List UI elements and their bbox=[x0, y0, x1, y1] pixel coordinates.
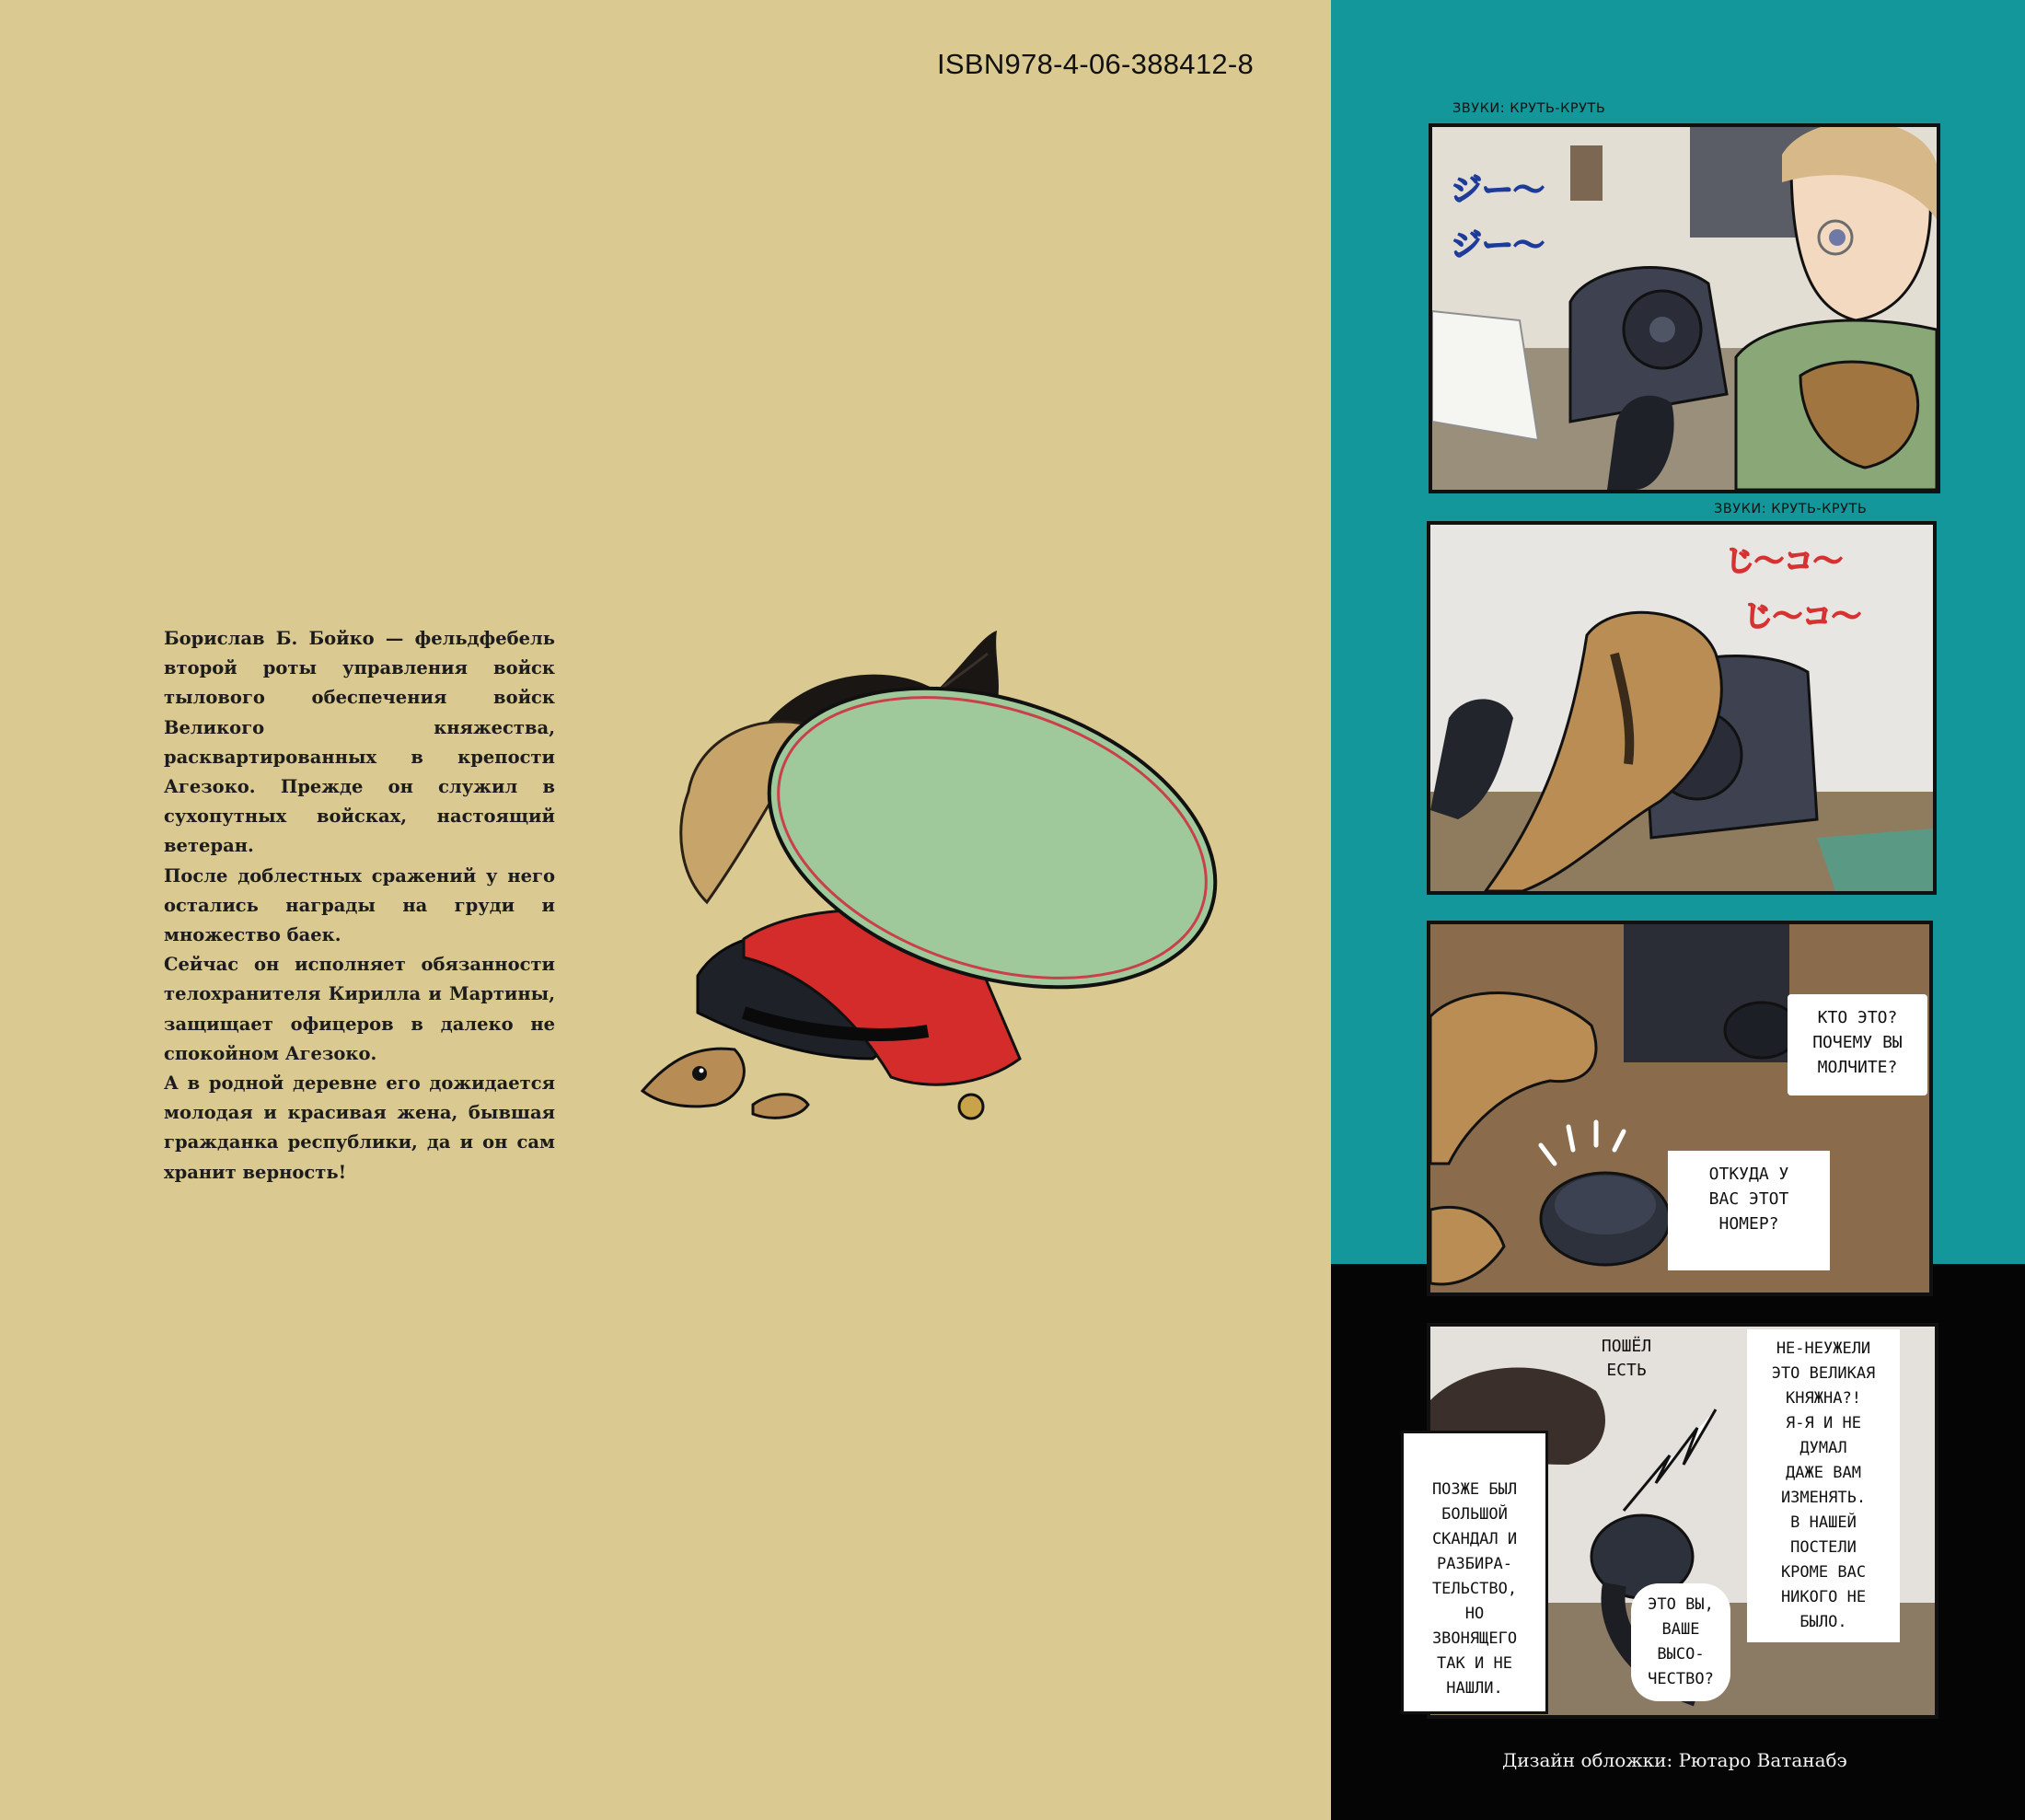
bubble-line: ВАС ЭТОТ bbox=[1708, 1189, 1789, 1209]
speech-bubble-grand-duchess bbox=[1747, 1329, 1900, 1642]
bubble-line: БЫЛО. bbox=[1799, 1613, 1847, 1631]
caption-line: НАШЛИ. bbox=[1446, 1679, 1503, 1698]
caption-line: РАЗБИРА- bbox=[1437, 1555, 1512, 1573]
bio-paragraph-3: Сейчас он исполняет обязанности телохранителя Кирилла и Мартины, защищает офицеров в далеко не спокойном Агезоко. bbox=[164, 954, 555, 1064]
cover-design-credit: Дизайн обложки: Рютаро Ватанабэ bbox=[1502, 1749, 1847, 1771]
ferret-cap-illustration bbox=[633, 626, 1241, 1142]
bubble-line: ИЗМЕНЯТЬ. bbox=[1780, 1489, 1867, 1507]
bubble-line: КРОМЕ ВАС bbox=[1780, 1563, 1867, 1582]
sfx-art-1b: ジー〜 bbox=[1451, 227, 1545, 264]
caption-line: ЗВОНЯЩЕГО bbox=[1431, 1629, 1518, 1648]
bubble-line: ЧЕСТВО? bbox=[1648, 1670, 1714, 1688]
sfx-label-panel-2: ЗВУКИ: КРУТЬ-КРУТЬ bbox=[1714, 502, 1868, 516]
bubble-line: ОТКУДА У bbox=[1708, 1165, 1789, 1184]
caption-line: СКАНДАЛ И bbox=[1431, 1530, 1518, 1548]
character-bio bbox=[164, 624, 555, 1188]
bio-paragraph-1: Борислав Б. Бойко — фельдфебель второй роты управления войск тылового обеспечения войск Великого княжества, расквартированных в крепости Агезоко. Прежде он служил в сухопутных войсках, настоящий ветеран. bbox=[164, 628, 555, 857]
bubble-line: НИКОГО НЕ bbox=[1780, 1588, 1867, 1606]
bubble-line: КНЯЖНА?! bbox=[1786, 1389, 1861, 1408]
sfx-label-panel-1: ЗВУКИ: КРУТЬ-КРУТЬ bbox=[1452, 101, 1606, 116]
note-line: ПОШЁЛ bbox=[1601, 1337, 1652, 1356]
comic-panel-1 bbox=[1429, 123, 1940, 493]
speech-bubble-where-number bbox=[1668, 1151, 1830, 1270]
bubble-line: ЭТО ВЕЛИКАЯ bbox=[1771, 1364, 1876, 1383]
bubble-line: ДАЖЕ ВАМ bbox=[1786, 1464, 1861, 1482]
bubble-line: ЭТО ВЫ, bbox=[1648, 1595, 1714, 1614]
comic-panel-2 bbox=[1427, 521, 1937, 895]
bubble-line: В НАШЕЙ bbox=[1790, 1513, 1857, 1532]
bubble-line: ВАШЕ bbox=[1661, 1620, 1700, 1639]
bubble-line: МОЛЧИТЕ? bbox=[1817, 1058, 1898, 1077]
caption-line: ТЕЛЬСТВО, bbox=[1431, 1580, 1518, 1598]
bubble-line: НЕ-НЕУЖЕЛИ bbox=[1776, 1339, 1871, 1358]
bio-paragraph-4: А в родной деревне его дожидается молодая и красивая жена, бывшая гражданка республики, да и он сам хранит верность! bbox=[164, 1072, 555, 1183]
caption-line: НО bbox=[1464, 1605, 1485, 1623]
bubble-line: ВЫСО- bbox=[1657, 1645, 1705, 1664]
caption-line: БОЛЬШОЙ bbox=[1441, 1505, 1508, 1524]
went-to-eat-note bbox=[1576, 1335, 1677, 1394]
caption-line: ТАК И НЕ bbox=[1437, 1654, 1512, 1673]
caption-line: ПОЗЖЕ БЫЛ bbox=[1431, 1480, 1518, 1499]
bubble-line: Я-Я И НЕ bbox=[1786, 1414, 1861, 1432]
sfx-art-2a: じ〜コ〜 bbox=[1725, 543, 1844, 578]
isbn-label: ISBN978-4-06-388412-8 bbox=[937, 48, 1255, 80]
sfx-art-2b: じ〜コ〜 bbox=[1743, 598, 1862, 633]
caption-box-later-scandal bbox=[1401, 1431, 1548, 1714]
sfx-art-1a: ジー〜 bbox=[1451, 172, 1545, 209]
bubble-line: ДУМАЛ bbox=[1799, 1439, 1847, 1457]
bubble-line: ПОСТЕЛИ bbox=[1790, 1538, 1857, 1557]
bubble-line: ПОЧЕМУ ВЫ bbox=[1812, 1033, 1903, 1052]
bubble-line: КТО ЭТО? bbox=[1817, 1008, 1898, 1027]
speech-bubble-who-is-it bbox=[1788, 994, 1927, 1095]
note-line: ЕСТЬ bbox=[1606, 1361, 1647, 1380]
bio-paragraph-2: После доблестных сражений у него остались награды на груди и множество баек. bbox=[164, 864, 555, 946]
speech-bubble-is-it-you bbox=[1631, 1583, 1730, 1701]
bubble-line: НОМЕР? bbox=[1718, 1214, 1779, 1234]
